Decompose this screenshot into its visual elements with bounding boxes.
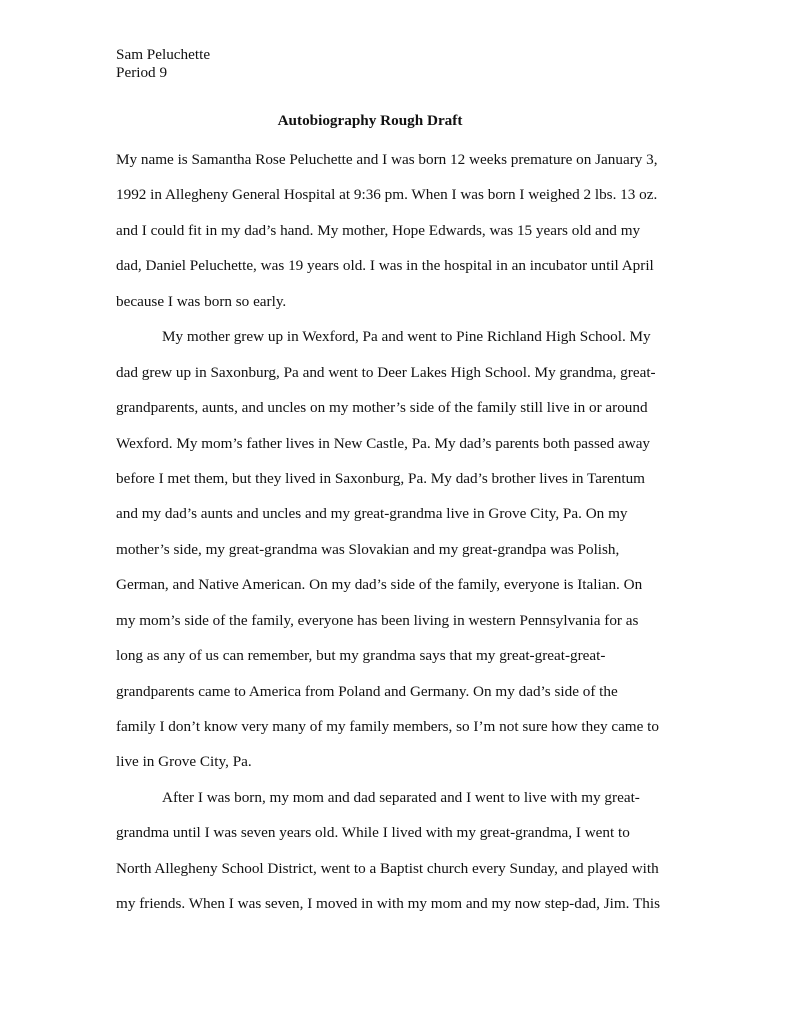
- text-line: dad, Daniel Peluchette, was 19 years old. I was in the hospital in an incubator until April: [116, 257, 654, 275]
- document-page: [116, 46, 682, 913]
- text-line: mother’s side, my great-grandma was Slovakian and my great-grandpa was Polish,: [116, 540, 620, 558]
- text-line: family I don’t know very many of my family members, so I’m not sure how they came to: [116, 718, 659, 735]
- class-period: Period 9: [116, 64, 168, 81]
- document-title: Autobiography Rough Draft: [277, 112, 463, 129]
- text-line: and I could fit in my dad’s hand. My mother, Hope Edwards, was 15 years old and my: [116, 221, 641, 239]
- text-line: 1992 in Allegheny General Hospital at 9:36 pm. When I was born I weighed 2 lbs. 13 oz.: [116, 186, 658, 204]
- text-line: grandparents came to America from Poland and Germany. On my dad’s side of the: [116, 682, 618, 700]
- text-line: German, and Native American. On my dad’s side of the family, everyone is Italian. On: [116, 576, 643, 594]
- text-line: my mom’s side of the family, everyone has been living in western Pennsylvania for as: [116, 611, 639, 629]
- document-body: [116, 142, 682, 922]
- text-line: and my dad’s aunts and uncles and my great-grandma live in Grove City, Pa. On my: [116, 505, 628, 523]
- paragraph-2: [116, 319, 682, 780]
- student-name: Sam Peluchette: [116, 46, 211, 63]
- text-line: live in Grove City, Pa.: [116, 753, 252, 771]
- text-line: grandparents, aunts, and uncles on my mother’s side of the family still live in or around: [116, 399, 648, 417]
- text-line: North Allegheny School District, went to a Baptist church every Sunday, and played with: [116, 859, 659, 877]
- text-line: Wexford. My mom’s father lives in New Castle, Pa. My dad’s parents both passed away: [116, 434, 651, 452]
- text-line: My mother grew up in Wexford, Pa and went to Pine Richland High School. My: [162, 328, 651, 346]
- paragraph-3: [116, 780, 682, 922]
- text-line: before I met them, but they lived in Saxonburg, Pa. My dad’s brother lives in Tarentum: [116, 469, 645, 487]
- text-line: long as any of us can remember, but my grandma says that my great-great-great-: [116, 647, 606, 665]
- text-line: grandma until I was seven years old. While I lived with my great-grandma, I went to: [116, 824, 630, 842]
- paragraph-1: [116, 142, 682, 319]
- text-line: my friends. When I was seven, I moved in with my mom and my now step-dad, Jim. This: [116, 895, 661, 913]
- text-line: My name is Samantha Rose Peluchette and I was born 12 weeks premature on January 3,: [116, 151, 658, 168]
- text-line: After I was born, my mom and dad separated and I went to live with my great-: [162, 788, 640, 806]
- text-line: dad grew up in Saxonburg, Pa and went to Deer Lakes High School. My grandma, great-: [116, 363, 656, 381]
- text-line: because I was born so early.: [116, 292, 287, 310]
